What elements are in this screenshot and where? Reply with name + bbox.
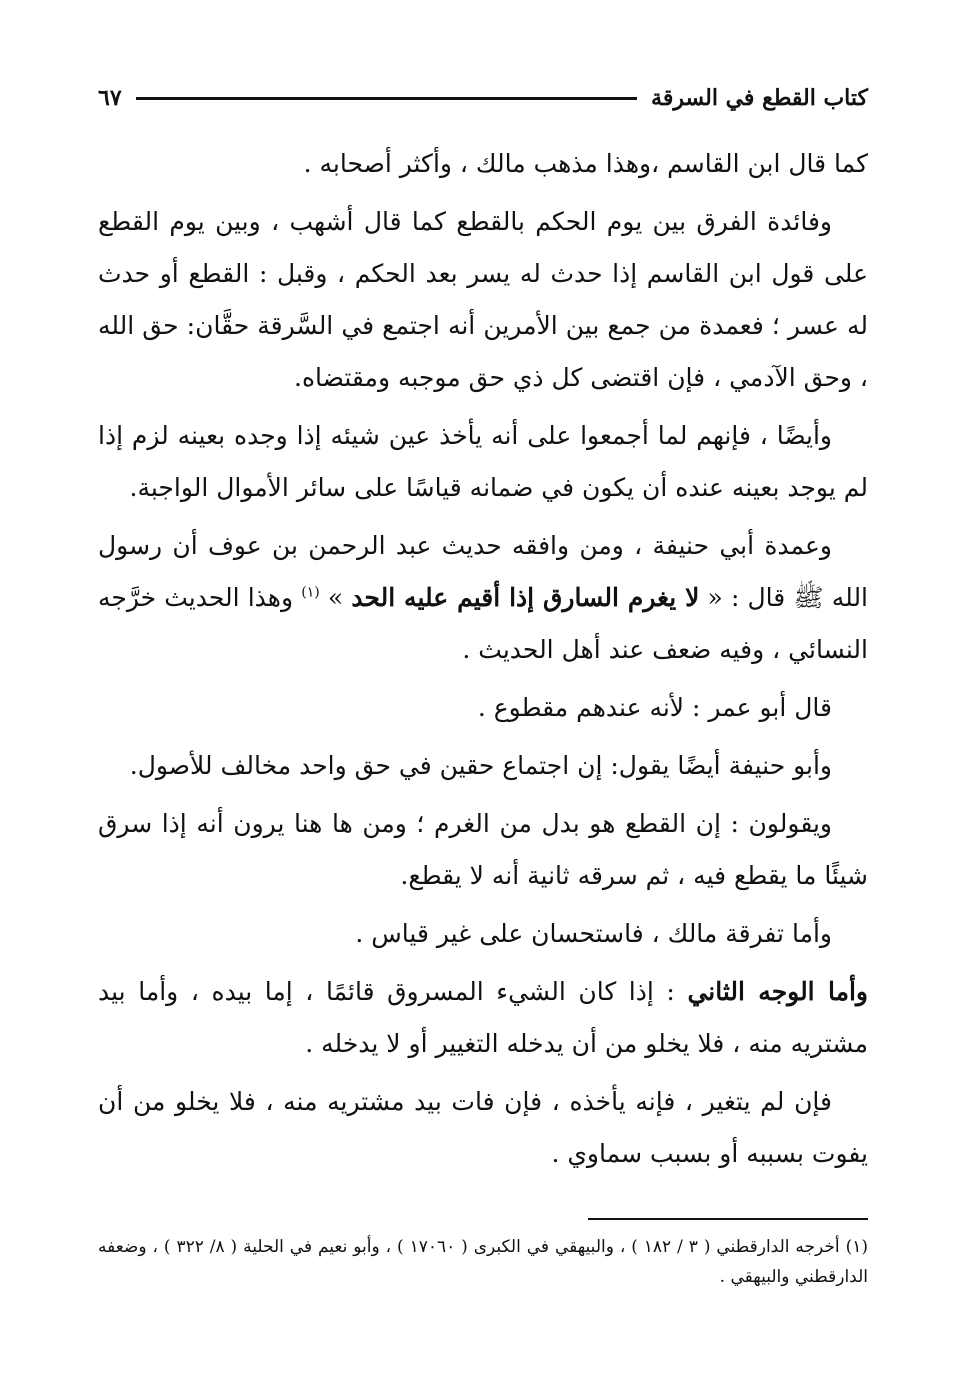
hadith-intro: وعمدة أبي حنيفة ، ومن وافقه حديث عبد الرحمن بن عوف أن رسول الله ﷺ قال : « <box>98 531 869 612</box>
second-aspect-heading: وأما الوجه الثاني <box>687 977 868 1006</box>
paragraph: وأما تفرقة مالك ، فاستحسان على غير قياس . <box>355 919 832 948</box>
header-rule <box>136 97 637 100</box>
paragraph: وأيضًا ، فإنهم لما أجمعوا على أنه يأخذ عين شيئه إذا وجده بعينه لزم إذا لم يوجد بعينه عنده أن يكون في ضمانه قياسًا على سائر الأموال الواجبة. <box>98 421 868 502</box>
page-number: ٦٧ <box>98 85 122 111</box>
hadith-quote-close: » <box>327 583 344 612</box>
paragraph: وفائدة الفرق بين يوم الحكم بالقطع كما قال أشهب ، وبين يوم القطع على قول ابن القاسم إذا حدث له يسر بعد الحكم ، وقبل : القطع أو حدث له عسر ؛ فعمدة من جمع بين الأمرين أنه اجتمع في السَّرقة حقَّان: حق الله ، وحق الآدمي ، فإن اقتضى كل ذي حق موجبه ومقتضاه. <box>98 207 868 392</box>
footnote: (١) أخرجه الدارقطني ( ٣ / ١٨٢ ) ، والبيهقي في الكبرى ( ١٧٠٦٠ ) ، وأبو نعيم في الحلية ( ٨/ ٣٢٢ ) ، وضعفه الدارقطني والبيهقي . <box>98 1237 868 1287</box>
second-aspect-paragraph <box>98 966 868 1070</box>
second-aspect-text: : إذا كان الشيء المسروق قائمًا ، إما بيده ، وأما بيد مشتريه منه ، فلا يخلو من أن يدخله التغيير أو لا يدخله . <box>98 977 868 1058</box>
paragraph: وأبو حنيفة أيضًا يقول: إن اجتماع حقين في حق واحد مخالف للأصول. <box>129 751 832 780</box>
hadith-rest: وهذا الحديث خرَّجه النسائي ، وفيه ضعف عند أهل الحديث . <box>98 583 868 664</box>
hadith-paragraph <box>98 520 868 676</box>
footnotes <box>98 1232 868 1292</box>
paragraph: قال أبو عمر : لأنه عندهم مقطوع . <box>477 693 832 722</box>
paragraph: ويقولون : إن القطع هو بدل من الغرم ؛ ومن ها هنا يرون أنه إذا سرق شيئًا ما يقطع فيه ، ثم سرقه ثانية أنه لا يقطع. <box>98 809 868 890</box>
running-title: كتاب القطع في السرقة <box>651 85 868 111</box>
page-header <box>98 78 868 118</box>
paragraph: كما قال ابن القاسم ،وهذا مذهب مالك ، وأكثر أصحابه . <box>303 149 868 178</box>
footnote-separator <box>588 1218 868 1220</box>
footnote-ref: (١) <box>301 584 320 601</box>
body-text <box>98 138 868 1186</box>
paragraph: فإن لم يتغير ، فإنه يأخذه ، فإن فات بيد مشتريه منه ، فلا يخلو من أن يفوت بسببه أو بسبب سماوي . <box>98 1087 868 1168</box>
hadith-quote: لا يغرم السارق إذا أقيم عليه الحد <box>351 583 700 612</box>
